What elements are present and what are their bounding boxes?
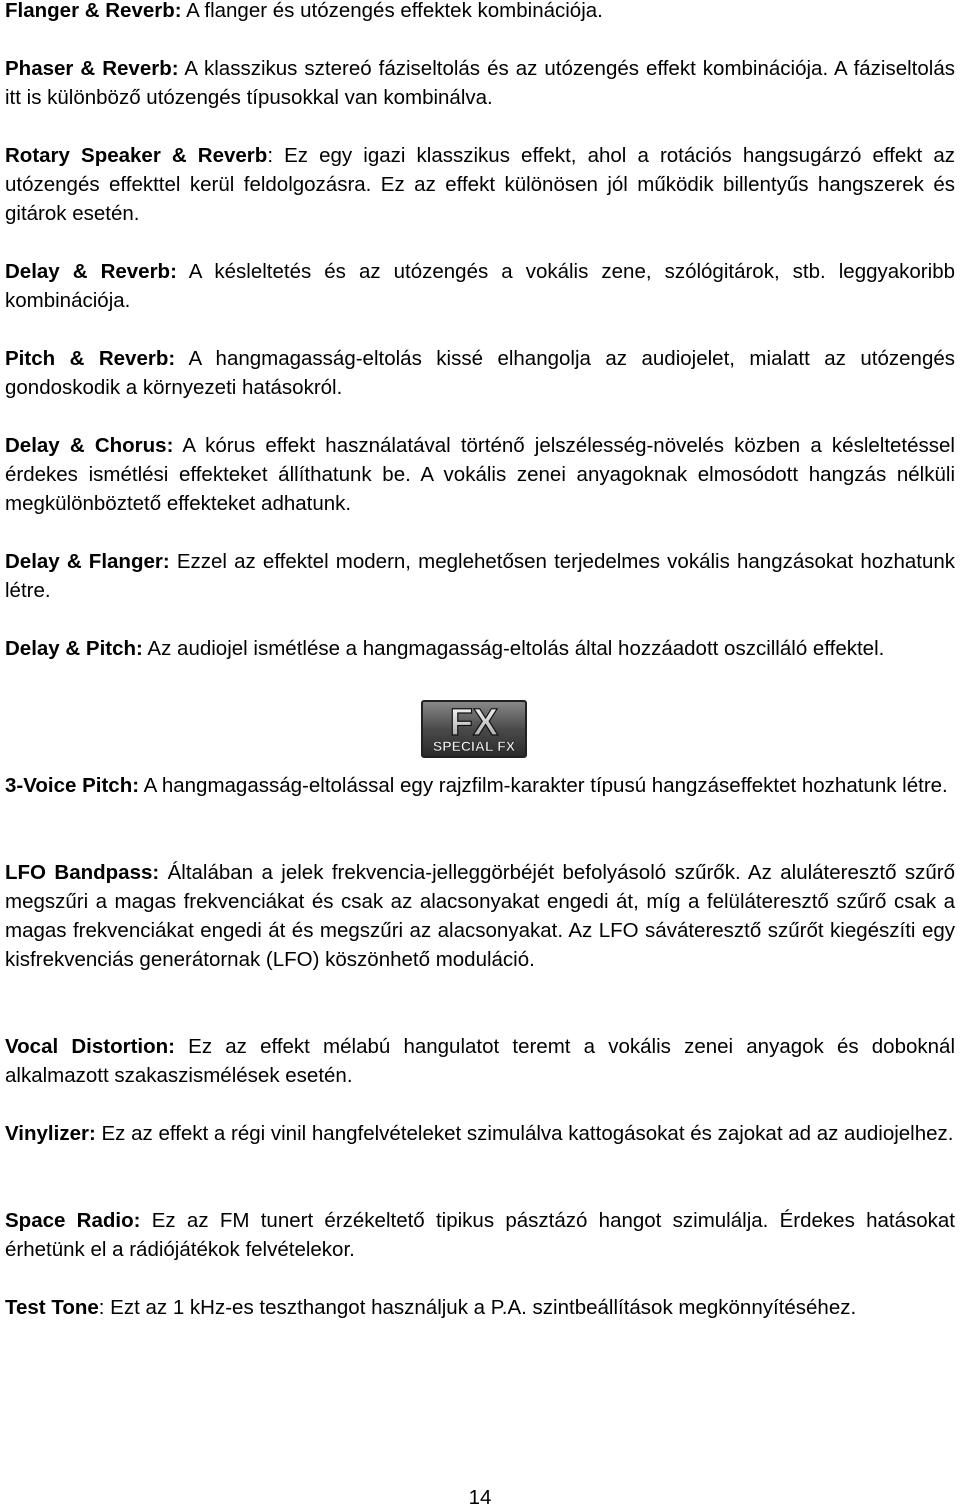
effect-entry-pitch-reverb <box>5 344 955 402</box>
effect-description: A flanger és utózengés effektek kombinációja. <box>181 0 603 22</box>
effect-description: A kórus effekt használatával történő jelszélesség-növelés közben a késleltetéssel érdekes ismétlési effekteket állíthatunk be. A vokális zenei anyagoknak elmosódott hangzás nélküli megkülönböztető effekteket adhatunk. <box>5 434 955 515</box>
effect-description: Ez az effekt mélabú hangulatot teremt a vokális zenei anyagok és doboknál alkalmazott szakaszismélések esetén. <box>5 1035 955 1087</box>
effect-entry-vinylizer <box>5 1119 955 1148</box>
effect-entry-rotary-speaker-reverb <box>5 141 955 228</box>
effect-entry-3-voice-pitch <box>5 771 955 800</box>
effect-description: Az audiojel ismétlése a hangmagasság-eltolás által hozzáadott oszcilláló effektel. <box>142 637 885 660</box>
effect-term: Vocal Distortion: <box>5 1035 175 1058</box>
special-fx-logo <box>421 700 527 758</box>
effect-description: : Ez egy igazi klasszikus effekt, ahol a rotációs hangsugárzó effekt az utózengés effekttel kerül feldolgozásra. Ez az effekt különösen jól működik billentyűs hangszerek és gitárok esetén. <box>5 144 955 225</box>
effect-entry-test-tone <box>5 1293 955 1322</box>
effect-term: Delay & Flanger: <box>5 550 170 573</box>
logo-small-text: SPECIAL FX <box>432 738 516 754</box>
effect-description: A késleltetés és az utózengés a vokális zene, szólógitárok, stb. leggyakoribb kombinációja. <box>5 260 955 312</box>
effect-description: A klasszikus sztereó fáziseltolás és az utózengés effekt kombinációja. A fáziseltolás itt is különböző utózengés típusokkal van kombinálva. <box>5 57 955 109</box>
effect-term: Rotary Speaker & Reverb <box>5 144 268 167</box>
effect-description: Ez az FM tunert érzékeltető tipikus pásztázó hangot szimulálja. Érdekes hatásokat érhetünk el a rádiójátékok felvételekor. <box>5 1209 955 1261</box>
effect-entry-flanger-reverb <box>5 0 955 25</box>
effect-description: A hangmagasság-eltolással egy rajzfilm-karakter típusú hangzáseffektet hozhatunk létre. <box>139 774 948 797</box>
effect-term: Delay & Pitch: <box>5 637 143 660</box>
effect-entry-lfo-bandpass <box>5 858 955 974</box>
effect-description: A hangmagasság-eltolás kissé elhangolja az audiojelet, mialatt az utózengés gondoskodik a környezeti hatásokról. <box>5 347 955 399</box>
effect-term: Vinylizer: <box>5 1122 96 1145</box>
effect-term: Test Tone <box>5 1296 99 1319</box>
effect-description: Általában a jelek frekvencia-jelleggörbéjét befolyásoló szűrők. Az aluláteresztő szűrő megszűri a magas frekvenciákat és csak az alacsonyakat engedi át, míg a felüláteresztő szűrő csak a magas frekvenciákat engedi át és megszűri az alacsonyakat. Az LFO sáváteresztő szűrőt kiegészíti egy kisfrekvenciás generátornak (LFO) köszönhető moduláció. <box>5 861 955 971</box>
effect-description: Ez az effekt a régi vinil hangfelvételeket szimulálva kattogásokat és zajokat ad az audiojelhez. <box>95 1122 954 1145</box>
effect-term: Delay & Chorus: <box>5 434 174 457</box>
effect-entry-space-radio <box>5 1206 955 1264</box>
effect-term: Delay & Reverb: <box>5 260 177 283</box>
page-number: 14 <box>468 1486 492 1509</box>
effect-term: Space Radio: <box>5 1209 141 1232</box>
effect-term: Phaser & Reverb: <box>5 57 179 80</box>
effect-term: Flanger & Reverb: <box>5 0 182 22</box>
effect-entry-delay-flanger <box>5 547 955 605</box>
effect-entry-delay-reverb <box>5 257 955 315</box>
effect-term: LFO Bandpass: <box>5 861 160 884</box>
effect-term: 3-Voice Pitch: <box>5 774 140 797</box>
effect-term: Pitch & Reverb: <box>5 347 176 370</box>
effect-entry-delay-pitch <box>5 634 955 663</box>
effect-entry-phaser-reverb <box>5 54 955 112</box>
effect-description: : Ezt az 1 kHz-es teszthangot használjuk a P.A. szintbeállítások megkönnyítéséhez. <box>98 1296 857 1319</box>
effect-entry-delay-chorus <box>5 431 955 518</box>
effect-description: Ezzel az effektel modern, meglehetősen terjedelmes vokális hangzásokat hozhatunk létre. <box>5 550 955 602</box>
effect-entry-vocal-distortion <box>5 1032 955 1090</box>
logo-big-text: FX <box>449 702 499 744</box>
